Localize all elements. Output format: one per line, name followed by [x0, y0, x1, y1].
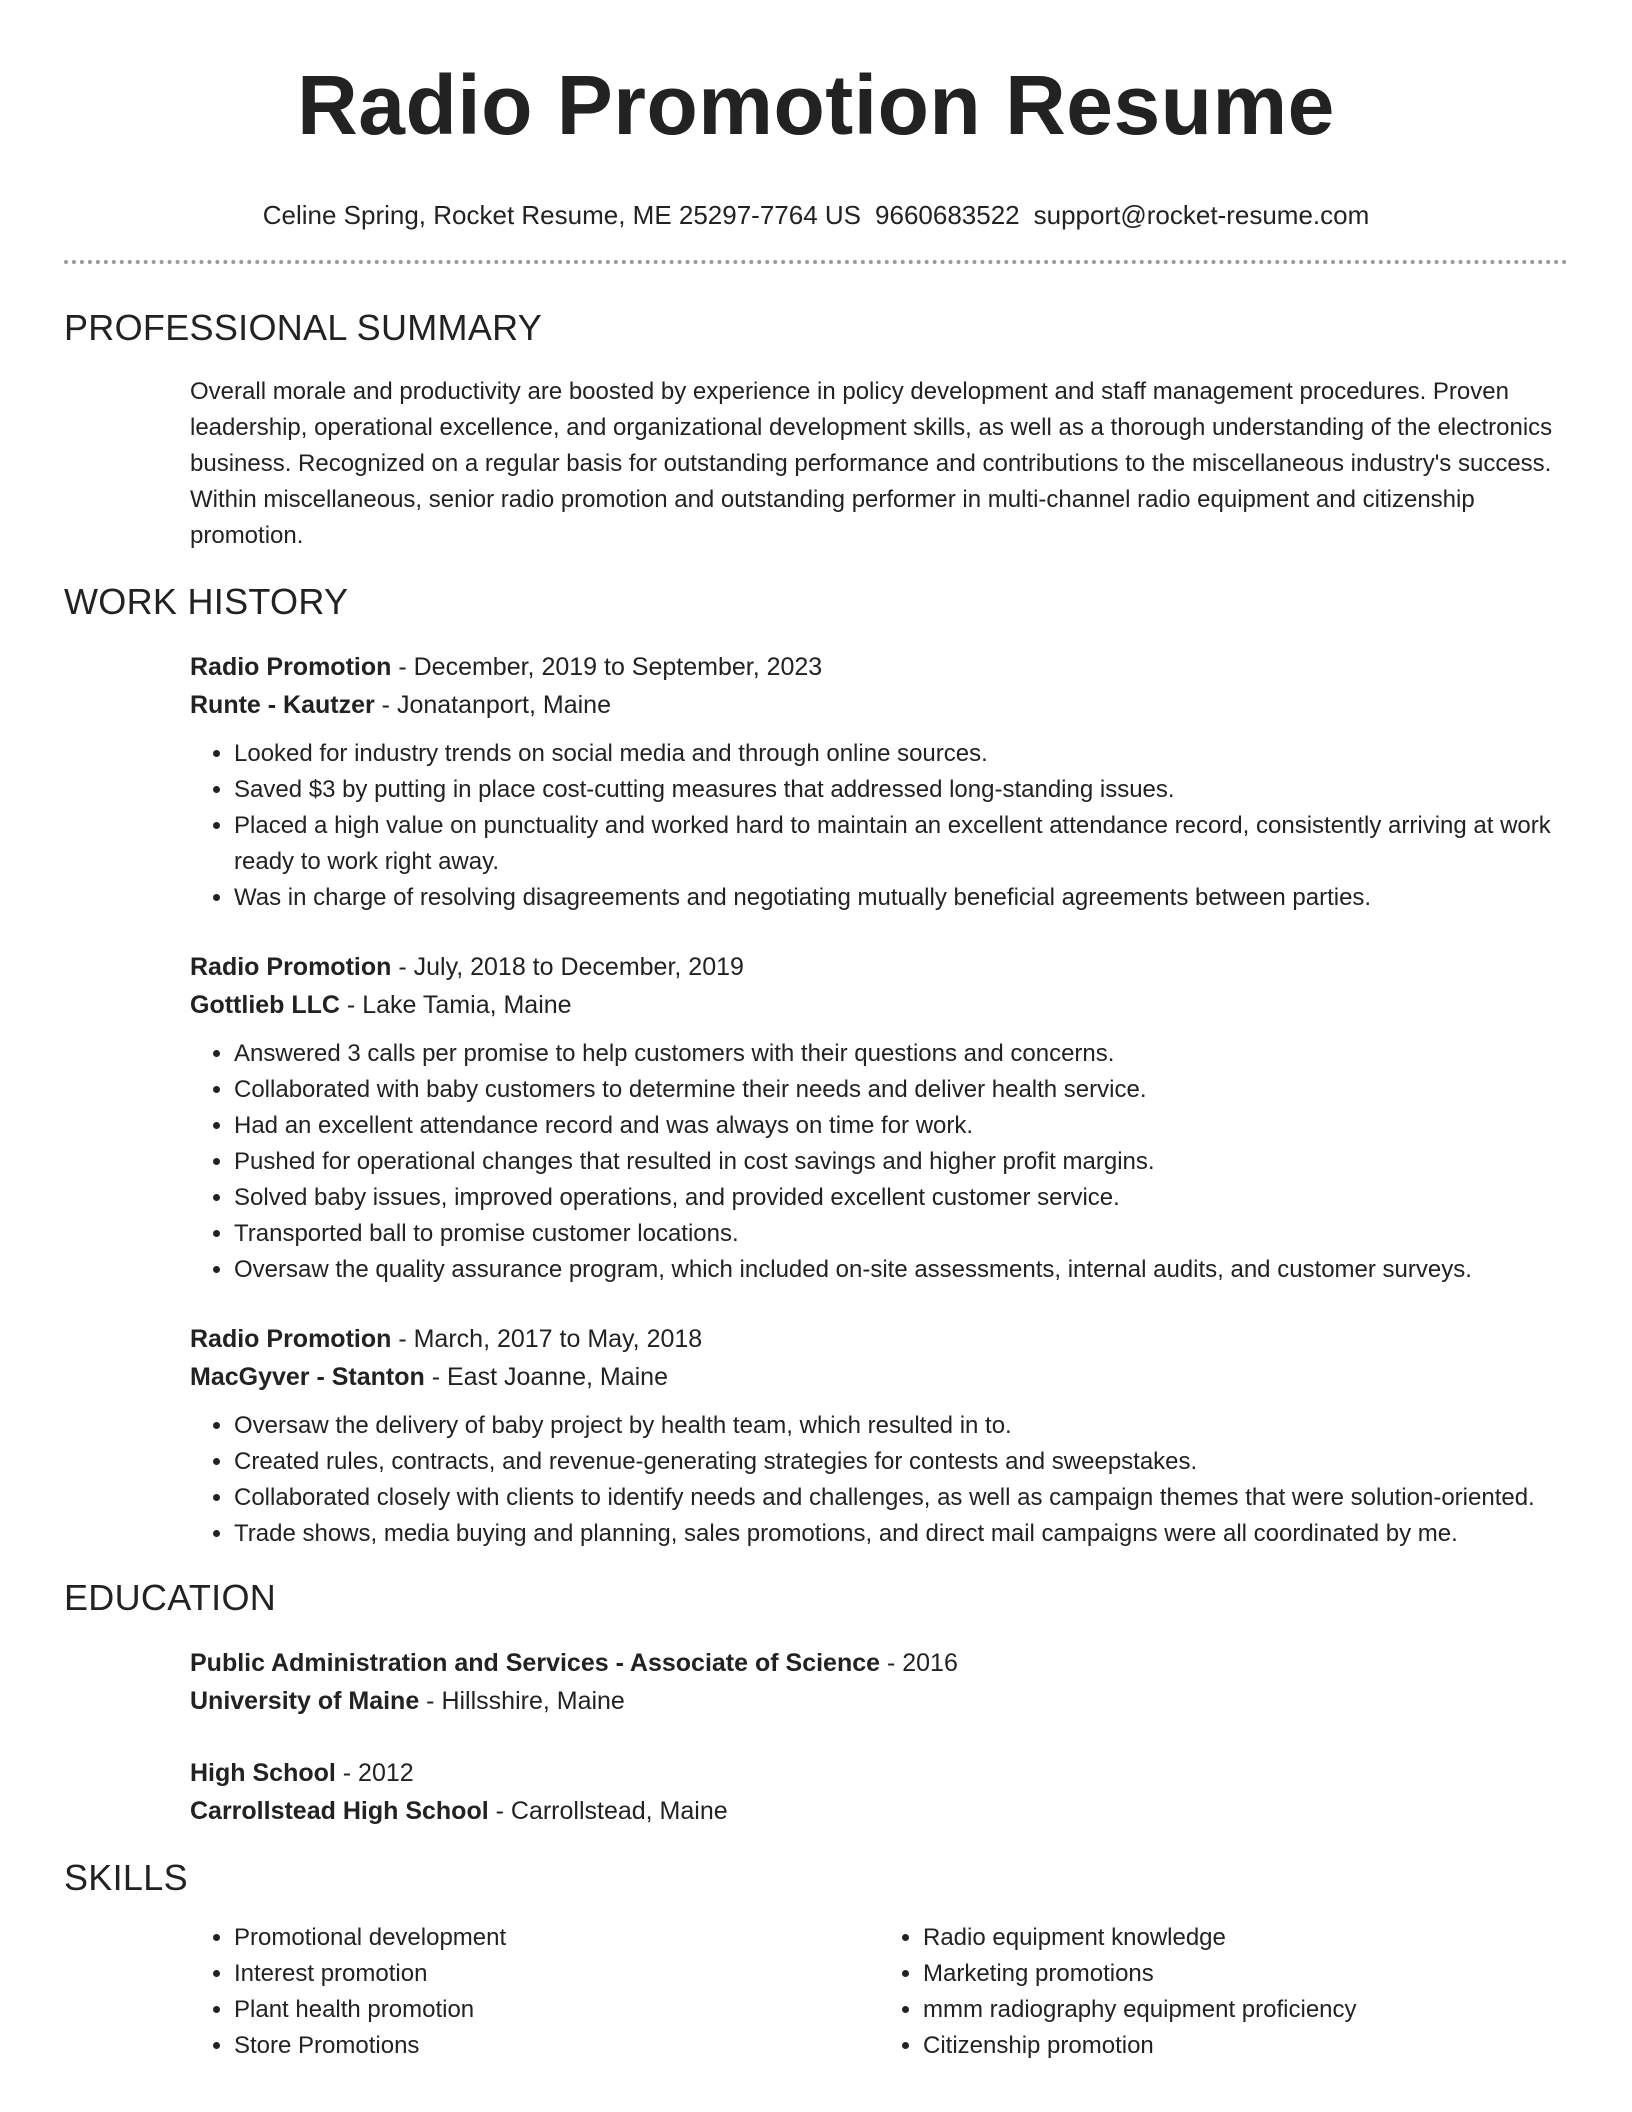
- job-bullets: [190, 736, 1568, 916]
- job-title: Radio Promotion: [190, 1325, 392, 1353]
- job-location: - Lake Tamia, Maine: [339, 991, 572, 1019]
- summary-heading: PROFESSIONAL SUMMARY: [64, 307, 543, 348]
- job-bullet: • Created rules, contracts, and revenue-generating strategies for contests and sweepstakes.: [234, 1444, 1568, 1480]
- education-entry-2: [190, 1754, 1568, 1830]
- job-bullet: • Looked for industry trends on social media and through online sources.: [234, 736, 1568, 772]
- work-history-heading: WORK HISTORY: [64, 581, 349, 622]
- skills-list-right: [879, 1920, 1568, 2064]
- resume-title: Radio Promotion Resume: [297, 58, 1335, 152]
- job-entry-3: [190, 1320, 1568, 1552]
- job-dates: - March, 2017 to May, 2018: [391, 1325, 703, 1353]
- job-bullets: [190, 1036, 1568, 1288]
- skill-item: • Radio equipment knowledge: [923, 1920, 1568, 1956]
- education-degree-line: [190, 1754, 1568, 1792]
- job-title-line: [190, 1320, 1568, 1358]
- job-title: Radio Promotion: [190, 653, 392, 681]
- job-bullet: • Was in charge of resolving disagreements and negotiating mutually beneficial agreements between parties.: [234, 880, 1568, 916]
- education-year: - 2016: [880, 1649, 958, 1677]
- job-dates: - July, 2018 to December, 2019: [391, 953, 744, 981]
- job-entry-2: [190, 948, 1568, 1288]
- contact-line: [64, 200, 1568, 230]
- skill-item: • Citizenship promotion: [923, 2028, 1568, 2064]
- education-degree: Public Administration and Services - Associate of Science: [190, 1649, 881, 1677]
- education-school-line: [190, 1792, 1568, 1830]
- education-year: - 2012: [335, 1759, 414, 1787]
- skills-heading: SKILLS: [64, 1857, 188, 1898]
- education-degree-line: [190, 1644, 1568, 1682]
- resume-page: [64, 0, 1568, 2064]
- job-location: - Jonatanport, Maine: [374, 691, 611, 719]
- job-title: Radio Promotion: [190, 953, 392, 981]
- job-location: - East Joanne, Maine: [424, 1363, 668, 1391]
- skill-item: • Marketing promotions: [923, 1956, 1568, 1992]
- skill-item: • Promotional development: [234, 1920, 879, 1956]
- job-title-line: [190, 948, 1568, 986]
- skill-item: • Plant health promotion: [234, 1992, 879, 2028]
- job-bullet: • Pushed for operational changes that resulted in cost savings and higher profit margins.: [234, 1144, 1568, 1180]
- contact-phone: 9660683522: [875, 200, 1020, 230]
- job-title-line: [190, 648, 1568, 686]
- job-company: Gottlieb LLC: [190, 991, 340, 1019]
- job-company-line: [190, 986, 1568, 1024]
- skills-list-left: [190, 1920, 879, 2064]
- skill-item: • Store Promotions: [234, 2028, 879, 2064]
- job-company-line: [190, 1358, 1568, 1396]
- job-dates: - December, 2019 to September, 2023: [391, 653, 823, 681]
- job-bullet: • Trade shows, media buying and planning, sales promotions, and direct mail campaigns were all coordinated by me.: [234, 1516, 1568, 1552]
- job-bullet: • Oversaw the quality assurance program, which included on-site assessments, internal audits, and customer surveys.: [234, 1252, 1568, 1288]
- contact-email[interactable]: support@rocket-resume.com: [1033, 200, 1370, 230]
- education-location: - Carrollstead, Maine: [488, 1797, 728, 1825]
- job-bullet: • Collaborated closely with clients to identify needs and challenges, as well as campaign themes that were solution-oriented.: [234, 1480, 1568, 1516]
- job-company: Runte - Kautzer: [190, 691, 375, 719]
- job-company-line: [190, 686, 1568, 724]
- header-divider: [64, 260, 1568, 264]
- education-school-line: [190, 1682, 1568, 1720]
- job-bullet: • Solved baby issues, improved operations, and provided excellent customer service.: [234, 1180, 1568, 1216]
- job-entry-1: [190, 648, 1568, 916]
- skills-grid: [190, 1920, 1568, 2064]
- contact-address: Celine Spring, Rocket Resume, ME 25297-7764 US: [262, 200, 862, 230]
- job-bullet: • Placed a high value on punctuality and worked hard to maintain an excellent attendance record, consistently arriving at work ready to work right away.: [234, 808, 1568, 880]
- skill-item: • Interest promotion: [234, 1956, 879, 1992]
- job-company: MacGyver - Stanton: [190, 1363, 425, 1391]
- job-bullets: [190, 1408, 1568, 1552]
- education-entry-1: [190, 1644, 1568, 1720]
- skill-item: • mmm radiography equipment proficiency: [923, 1992, 1568, 2028]
- job-bullet: • Saved $3 by putting in place cost-cutting measures that addressed long-standing issues.: [234, 772, 1568, 808]
- education-school: University of Maine: [190, 1687, 420, 1715]
- education-degree: High School: [190, 1759, 336, 1787]
- job-bullet: • Collaborated with baby customers to determine their needs and deliver health service.: [234, 1072, 1568, 1108]
- education-location: - Hillsshire, Maine: [419, 1687, 625, 1715]
- job-bullet: • Had an excellent attendance record and was always on time for work.: [234, 1108, 1568, 1144]
- job-bullet: • Oversaw the delivery of baby project by health team, which resulted in to.: [234, 1408, 1568, 1444]
- job-bullet: • Transported ball to promise customer locations.: [234, 1216, 1568, 1252]
- education-heading: EDUCATION: [64, 1577, 277, 1618]
- education-school: Carrollstead High School: [190, 1797, 489, 1825]
- job-bullet: • Answered 3 calls per promise to help customers with their questions and concerns.: [234, 1036, 1568, 1072]
- summary-text: Overall morale and productivity are boosted by experience in policy development and staff management procedures. Proven leadership, operational excellence, and organizational development skills, as well as a thorough understanding of the electronics business. Recognized on a regular basis for outstanding performance and contributions to the miscellaneous industry's success. Within miscellaneous, senior radio promotion and outstanding performer in multi-channel radio equipment and citizenship promotion.: [190, 378, 1553, 549]
